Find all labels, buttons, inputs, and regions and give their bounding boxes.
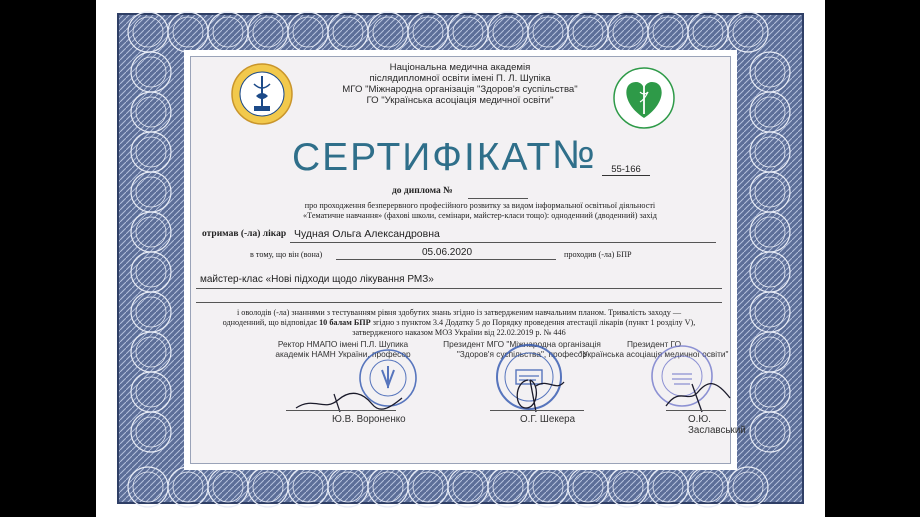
signatory-1-title-line-2: академік НАМН України, професор [275,349,411,359]
event-title: майстер-клас «Нові підходи щодо лікування РМЗ» [200,274,434,285]
signatory-1-title-line-1: Ректор НМАПО імені П.Л. Шупика [277,339,409,349]
signature-3-line [666,410,726,411]
signature-2 [508,372,568,418]
diploma-number-line [468,198,528,199]
signatory-3-title-line-1: Президент ГО [626,339,682,349]
number-sign: № [552,133,595,177]
received-label: отримав (-ла) лікар [202,229,287,239]
body-line-1: і оволодів (-ла) знаннями з тестуванням рівня здобутих знань згідно із затвердженим навчальним планом. Тривалість заходу — [236,308,682,317]
nmapo-logo [230,62,294,126]
certificate-number: 55-166 [602,164,650,176]
header-line-2: післядипломної освіти імені П. Л. Шупіка [369,73,551,84]
date-prefix: в тому, що він (вона) [250,250,323,259]
body-line-2-pre: одноденний, що відповідає [222,318,320,327]
event-line-2 [196,302,722,303]
certificate [96,0,825,517]
signatory-2-title-line-2: "Здоров'я суспільства", професор [456,349,588,359]
certificate-title: СЕРТИФІКАТ [292,136,553,179]
body-line-2 [196,318,722,327]
certificate-paper [190,56,746,464]
signature-1-line [286,410,396,411]
recipient-name: Чудная Ольга Александровна [294,228,440,240]
signatory-3-name: О.Ю. Заславський [688,414,746,436]
description-line-1: про проходження безперервного професійного розвитку за видом інформальної освітньої діяльності [304,201,656,210]
header-line-4: ГО "Українська асоціація медичної освіти" [366,95,554,106]
health-society-logo [612,66,676,130]
header-line-3: МГО "Міжнародна організація "Здоров'я суспільства" [342,84,578,95]
description-line-2: «Тематичне навчання» (фахові школи, семінари, майстер-класи тощо): одноденний (дводенний) захід [303,211,657,220]
signatory-2-name: О.Г. Шекера [520,414,576,425]
signatory-1-name: Ю.В. Вороненко [332,414,406,425]
event-date: 05.06.2020 [422,247,473,258]
signature-1 [294,386,404,416]
signatory-2-title-line-1: Президент МГО "Міжнародна організація [443,339,601,349]
date-suffix: проходив (-ла) БПР [564,250,632,259]
signature-2-line [490,410,584,411]
signatory-3-title-line-2: "Українська асоціація медичної освіти" [579,349,729,359]
body-line-2-post: згідно з пунктом 3.4 Додатку 5 до Порядку проведення атестації лікарів (пункт 1 розділу V), [370,318,696,327]
date-line [336,259,556,260]
body-line-3: затвердженого наказом МОЗ України від 22.02.2019 р. № 446 [352,328,566,337]
recipient-line [290,242,716,243]
credit-points: 10 балам БПР [319,318,371,327]
header-line-1: Національна медична академія [389,62,531,73]
diploma-label: до диплома № [392,186,453,196]
event-line-1 [196,288,722,289]
